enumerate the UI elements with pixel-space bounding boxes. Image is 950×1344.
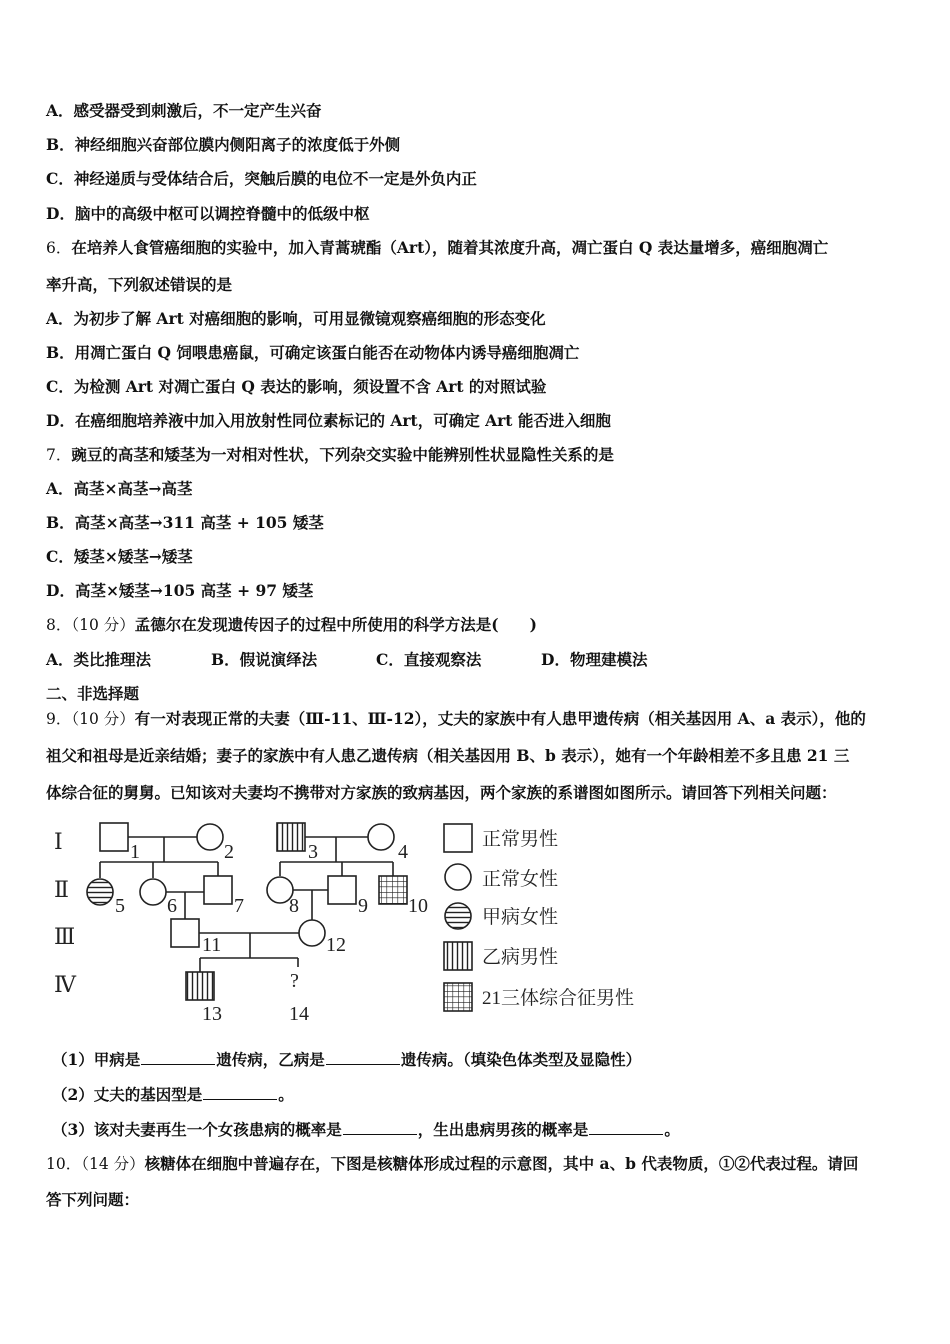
individual-3-affected-male-b [277, 823, 305, 851]
label-10: 10 [408, 895, 428, 917]
q6-option-a: A．为初步了解 Art 对癌细胞的影响，可用显微镜观察癌细胞的形态变化 [46, 309, 546, 328]
label-12: 12 [326, 934, 346, 956]
label-14: 14 [289, 1003, 309, 1025]
q7-option-b: B．高茎×高茎→311 高茎 + 105 矮茎 [46, 513, 324, 532]
generation-label-4: Ⅳ [54, 972, 76, 997]
generation-label-3: Ⅲ [54, 924, 76, 949]
q9-sub1-part1: （1）甲病是 [52, 1050, 141, 1069]
answer-blank-5[interactable] [589, 1120, 663, 1135]
q9-sub1-part2: 遗传病，乙病是 [216, 1050, 325, 1069]
q10-stem-text: 核糖体在细胞中普遍存在，下图是核糖体形成过程的示意图，其中 a、b 代表物质，①②代表过程。请回 [144, 1154, 859, 1173]
legend-trisomy21-male-label: 21三体综合征男性 [482, 988, 635, 1009]
generation-label-1: Ⅰ [54, 829, 63, 854]
answer-blank-1[interactable] [141, 1050, 215, 1065]
answer-blank-4[interactable] [343, 1120, 417, 1135]
label-9: 9 [358, 895, 368, 917]
label-6: 6 [167, 895, 177, 917]
q6-option-c: C．为检测 Art 对凋亡蛋白 Q 表达的影响，须设置不含 Art 的对照试验 [46, 377, 547, 396]
q7-option-d: D．高茎×矮茎→105 高茎 + 97 矮茎 [46, 581, 314, 600]
individual-9-normal-male [328, 876, 356, 904]
answer-blank-3[interactable] [203, 1085, 277, 1100]
q9-sub3-part2: ，生出患病男孩的概率是 [417, 1120, 589, 1139]
q9-sub1 [52, 1050, 641, 1070]
individual-6-normal-female [140, 879, 166, 905]
legend-normal-male-label: 正常男性 [482, 829, 559, 850]
q5-option-b: B．神经细胞兴奋部位膜内侧阳离子的浓度低于外侧 [46, 135, 401, 154]
label-13: 13 [202, 1003, 222, 1025]
q10-number: 10． [46, 1155, 82, 1173]
generation-label-2: Ⅱ [54, 877, 69, 902]
individual-2-normal-female [197, 824, 223, 850]
label-7: 7 [234, 895, 244, 917]
q7-stem-text: 豌豆的高茎和矮茎为一对相对性状，下列杂交实验中能辨别性状显隐性关系的是 [71, 445, 614, 464]
q9-sub1-part3: 遗传病。（填染色体类型及显隐性） [400, 1050, 642, 1069]
q7-stem [46, 445, 614, 465]
individual-7-normal-male [204, 876, 232, 904]
individual-12-wife [299, 920, 325, 946]
legend-disease-b-male-label: 乙病男性 [482, 947, 559, 968]
q9-stem-line2: 祖父和祖母是近亲结婚；妻子的家族中有人患乙遗传病（相关基因用 B、b 表示），她有一个年龄相差不多且患 21 三 [46, 746, 850, 765]
q8-option-c: C．直接观察法 [376, 650, 482, 669]
q8-number: 8． [46, 616, 72, 634]
label-11: 11 [202, 934, 222, 956]
q9-sub2-part2: 。 [278, 1085, 294, 1104]
q9-stem-text: 有一对表现正常的夫妻（Ⅲ-11、Ⅲ-12），丈夫的家族中有人患甲遗传病（相关基因用 A、a 表示），他的 [134, 709, 866, 728]
q7-option-c: C．矮茎×矮茎→矮茎 [46, 547, 193, 566]
label-5: 5 [115, 895, 125, 917]
q9-number: 9． [46, 710, 72, 728]
legend-trisomy21-male-symbol [444, 983, 472, 1011]
individual-13-affected-male-b [186, 972, 214, 1000]
legend-normal-female-label: 正常女性 [482, 869, 559, 890]
q10-stem-line1 [46, 1154, 858, 1174]
q8-score: （10 分） [71, 616, 135, 634]
q9-stem-line3: 体综合征的舅舅。已知该对夫妻均不携带对方家族的致病基因，两个家族的系谱图如图所示。请回答下列相关问题： [46, 783, 837, 802]
individual-10-trisomy21-male [379, 876, 407, 904]
legend-disease-a-female-symbol [445, 903, 471, 929]
q7-option-a: A．高茎×高茎→高茎 [46, 479, 193, 498]
individual-4-normal-female [368, 824, 394, 850]
q6-option-b: B．用凋亡蛋白 Q 饲喂患癌鼠，可确定该蛋白能否在动物体内诱导癌细胞凋亡 [46, 343, 580, 362]
section-heading: 二、非选择题 [46, 684, 140, 703]
q6-number: 6． [46, 239, 72, 257]
q9-score: （10 分） [71, 710, 135, 728]
individual-5-affected-female-a [87, 879, 113, 905]
label-8: 8 [289, 895, 299, 917]
q10-stem-line2: 答下列问题： [46, 1190, 140, 1209]
answer-blank-2[interactable] [326, 1050, 400, 1065]
label-4: 4 [398, 841, 408, 863]
individual-11-husband [171, 919, 199, 947]
q5-option-a: A．感受器受到刺激后，不一定产生兴奋 [46, 101, 322, 120]
pedigree-figure [40, 815, 660, 1030]
q9-sub3 [52, 1120, 680, 1140]
individual-1-normal-male [100, 823, 128, 851]
legend-disease-a-female-label: 甲病女性 [482, 907, 559, 928]
label-question-mark: ? [290, 970, 299, 992]
legend-disease-b-male-symbol [444, 942, 472, 970]
q7-number: 7． [46, 446, 72, 464]
label-1: 1 [130, 841, 140, 863]
q9-sub3-part1: （3）该对夫妻再生一个女孩患病的概率是 [52, 1120, 342, 1139]
q10-score: （14 分） [81, 1155, 145, 1173]
q9-sub2 [52, 1085, 294, 1105]
label-3: 3 [308, 841, 318, 863]
legend-normal-male-symbol [444, 824, 472, 852]
legend-normal-female-symbol [445, 864, 471, 890]
q6-stem-text: 在培养人食管癌细胞的实验中，加入青蒿琥酯（Art），随着其浓度升高，凋亡蛋白 Q 表达量增多，癌细胞凋亡 [71, 238, 829, 257]
q8-stem-text: 孟德尔在发现遗传因子的过程中所使用的科学方法是( ) [134, 615, 537, 634]
q5-option-d: D．脑中的高级中枢可以调控脊髓中的低级中枢 [46, 204, 370, 223]
q6-option-d: D．在癌细胞培养液中加入用放射性同位素标记的 Art，可确定 Art 能否进入细胞 [46, 411, 611, 430]
q8-option-b: B．假说演绎法 [211, 650, 318, 669]
q9-stem-line1 [46, 709, 866, 729]
q5-option-c: C．神经递质与受体结合后，突触后膜的电位不一定是外负内正 [46, 169, 477, 188]
label-2: 2 [224, 841, 234, 863]
q6-stem-line1 [46, 238, 828, 258]
q8-option-d: D．物理建模法 [541, 650, 648, 669]
q9-sub2-part1: （2）丈夫的基因型是 [52, 1085, 203, 1104]
q6-stem-line2: 率升高，下列叙述错误的是 [46, 275, 233, 294]
q9-sub3-part3: 。 [664, 1120, 680, 1139]
q8-stem [46, 615, 537, 635]
q8-option-a: A．类比推理法 [46, 650, 152, 669]
